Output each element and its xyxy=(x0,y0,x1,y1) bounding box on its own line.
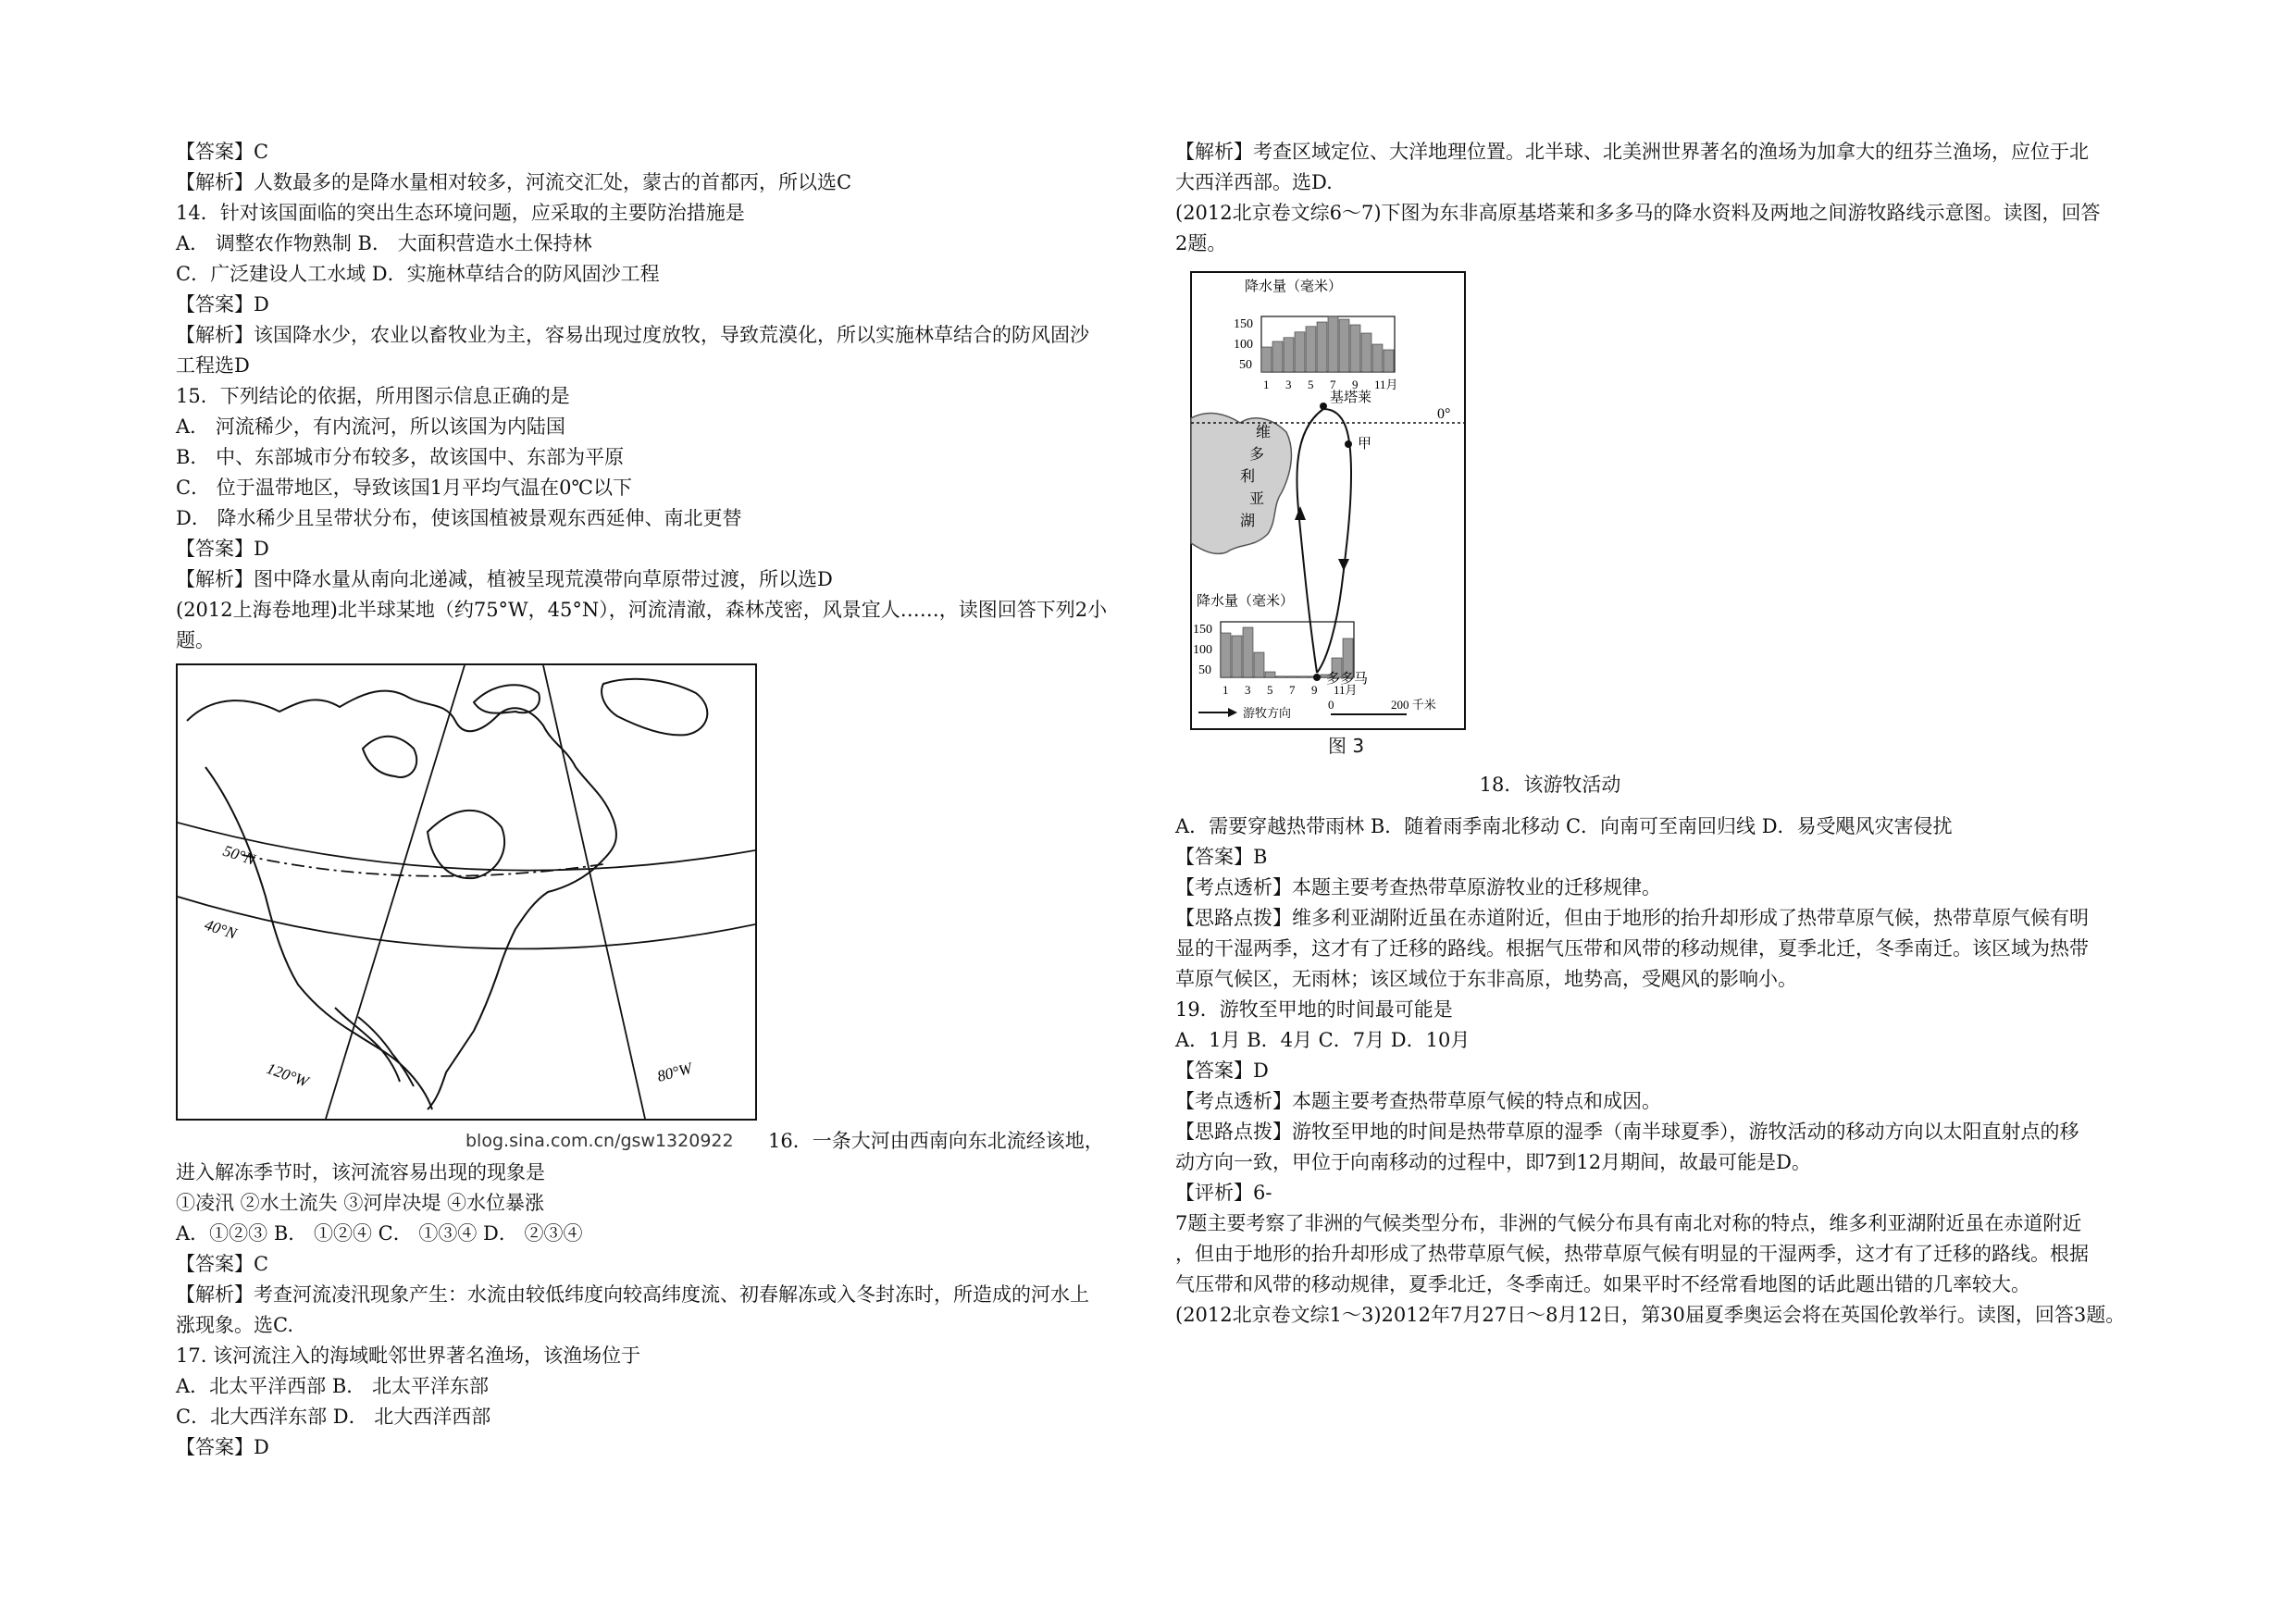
lake-char-4: 湖 xyxy=(1240,512,1256,529)
north-chart-bar-6 xyxy=(1328,316,1338,372)
left-top-line-10: B． 中、东部城市分布较多，故该国中、东部为平原 xyxy=(176,446,625,468)
left-top-line-4: C．广泛建设人工水域 D．实施林草结合的防风固沙工程 xyxy=(176,263,660,285)
south-chart-bar-2 xyxy=(1243,627,1253,677)
north-ytick-150: 150 xyxy=(1234,317,1253,331)
left-column xyxy=(176,137,1148,1463)
left-top-line-8: 15．下列结论的依据，所用图示信息正确的是 xyxy=(176,385,570,407)
label-50n: 50°N xyxy=(220,841,258,869)
lake-char-1: 多 xyxy=(1249,445,1265,463)
right-bottom-line-15: 气压带和风带的移动规律，夏季北迁，冬季南迁。如果平时不经常看地图的话此题出错的几率较大。 xyxy=(1175,1273,2030,1295)
question-18: 18．该游牧活动 xyxy=(1479,774,1621,796)
north-xticks-5: 11月 xyxy=(1374,378,1398,391)
right-top-line-2: (2012北京卷文综6～7)下图为东非高原基塔莱和多多马的降水资料及两地之间游牧路线示意图。读图，回答 xyxy=(1175,202,2101,224)
south-xticks-3: 7 xyxy=(1289,683,1296,697)
right-bottom-line-5: 草原气候区，无雨林；该区域位于东非高原，地势高，受飓风的影响小。 xyxy=(1175,968,1797,990)
south-chart-bar-7 xyxy=(1298,676,1309,677)
south-xticks-2: 5 xyxy=(1267,683,1273,697)
right-bottom-line-10: 【思路点拨】游牧至甲地的时间是热带草原的湿季（南半球夏季），游牧活动的移动方向以太阳直射点的移 xyxy=(1175,1121,2079,1143)
north-chart-bar-3 xyxy=(1295,332,1305,372)
left-bottom-line-0: 进入解冻季节时，该河流容易出现的现象是 xyxy=(176,1161,545,1183)
kitale-label: 基塔莱 xyxy=(1330,389,1372,405)
north-chart-bar-0 xyxy=(1261,347,1272,372)
left-top-line-9: A． 河流稀少，有内流河，所以该国为内陆国 xyxy=(176,415,565,438)
south-chart-bar-4 xyxy=(1265,672,1275,677)
right-top-line-0: 【解析】考查区域定位、大洋地理位置。北半球、北美洲世界著名的渔场为加拿大的纽芬兰渔场，应位于北 xyxy=(1175,141,2089,163)
left-text-bottom xyxy=(176,1158,1148,1463)
label-40n: 40°N xyxy=(202,915,240,943)
north-xticks-2: 5 xyxy=(1308,378,1314,391)
south-chart-bar-0 xyxy=(1221,633,1231,677)
north-xticks-0: 1 xyxy=(1263,378,1270,391)
north-chart-bar-7 xyxy=(1339,319,1349,372)
left-bottom-line-3: 【答案】C xyxy=(176,1253,269,1275)
right-bottom-line-14: ，但由于地形的抬升却形成了热带草原气候，热带草原气候有明显的干湿两季，这才有了迁移的路线。根据 xyxy=(1175,1243,2089,1265)
left-top-line-6: 【解析】该国降水少，农业以畜牧业为主，容易出现过度放牧，导致荒漠化，所以实施林草结合的防风固沙 xyxy=(176,324,1089,346)
left-bottom-line-7: A．北太平洋西部 B． 北太平洋东部 xyxy=(176,1375,489,1397)
dodoma-dot xyxy=(1313,674,1321,681)
south-chart-bar-5 xyxy=(1276,676,1286,677)
left-bottom-line-5: 涨现象。选C. xyxy=(176,1314,293,1336)
label-120w: 120°W xyxy=(264,1059,311,1091)
left-top-line-5: 【答案】D xyxy=(176,293,269,316)
left-bottom-line-6: 17. 该河流注入的海域毗邻世界著名渔场，该渔场位于 xyxy=(176,1344,641,1367)
south-xticks-5: 11月 xyxy=(1334,683,1358,697)
left-bottom-line-9: 【答案】D xyxy=(176,1436,269,1458)
scale-label: 200 千米 xyxy=(1391,698,1436,712)
left-top-line-7: 工程选D xyxy=(176,354,250,377)
figure-label: 图 3 xyxy=(1328,735,1365,757)
north-chart-title: 降水量（毫米） xyxy=(1245,278,1343,294)
north-xticks-4: 9 xyxy=(1352,378,1359,391)
south-ytick-150: 150 xyxy=(1193,623,1212,637)
left-top-line-12: D． 降水稀少且呈带状分布，使该国植被景观东西延伸、南北更替 xyxy=(176,507,742,529)
north-chart-bar-9 xyxy=(1361,333,1371,372)
legend-label: 游牧方向 xyxy=(1243,707,1292,721)
north-precip-chart xyxy=(1261,316,1395,372)
north-chart-bar-4 xyxy=(1306,327,1316,372)
watermark: blog.sina.com.cn/gsw1320922 xyxy=(465,1131,734,1151)
left-bottom-line-1: ①凌汛 ②水土流失 ③河岸决堤 ④水位暴涨 xyxy=(176,1192,545,1214)
north-ytick-50: 50 xyxy=(1239,358,1252,372)
lake-char-2: 利 xyxy=(1240,467,1256,485)
left-text-top xyxy=(176,137,1148,656)
right-column xyxy=(1175,137,2147,1331)
south-xticks-0: 1 xyxy=(1222,683,1229,697)
left-top-line-11: C． 位于温带地区，导致该国1月平均气温在0℃以下 xyxy=(176,477,632,499)
left-top-line-3: A． 调整农作物熟制 B． 大面积营造水土保持林 xyxy=(176,232,592,254)
right-bottom-line-16: (2012北京卷文综1～3)2012年7月27日～8月12日，第30届夏季奥运会将在英国伦敦举行。读图，回答3题。 xyxy=(1175,1304,2126,1326)
right-bottom-line-13: 7题主要考察了非洲的气候类型分布，非洲的气候分布具有南北对称的特点，维多利亚湖附近虽在赤道附近 xyxy=(1175,1212,2082,1234)
south-chart-title: 降水量（毫米） xyxy=(1197,592,1295,609)
map-caption-row xyxy=(176,1121,1148,1158)
left-top-line-13: 【答案】D xyxy=(176,538,269,560)
right-bottom-line-0: A．需要穿越热带雨林 B．随着雨季南北移动 C．向南可至南回归线 D．易受飓风灾害侵扰 xyxy=(1175,815,1953,837)
north-chart-bar-10 xyxy=(1372,344,1383,372)
north-xticks-1: 3 xyxy=(1285,378,1292,391)
south-ytick-50: 50 xyxy=(1198,663,1211,677)
left-top-line-14: 【解析】图中降水量从南向北递减，植被呈现荒漠带向草原带过渡，所以选D xyxy=(176,568,833,590)
north-chart-bar-5 xyxy=(1317,322,1327,372)
lake-char-0: 维 xyxy=(1256,423,1272,440)
right-bottom-line-6: 19．游牧至甲地的时间最可能是 xyxy=(1175,998,1453,1021)
right-bottom-line-8: 【答案】D xyxy=(1175,1059,1269,1082)
north-chart-bar-2 xyxy=(1284,338,1294,372)
south-chart-bar-6 xyxy=(1287,676,1297,677)
north-chart-bar-8 xyxy=(1350,325,1360,372)
north-chart-bar-1 xyxy=(1272,341,1283,372)
right-bottom-line-11: 动方向一致，甲位于向南移动的过程中，即7到12月期间，故最可能是D。 xyxy=(1175,1151,1811,1173)
right-top-line-1: 大西洋西部。选D. xyxy=(1175,171,1333,193)
scale-zero: 0 xyxy=(1328,698,1334,712)
east-africa-map xyxy=(1189,270,1467,770)
north-xticks-3: 7 xyxy=(1330,378,1336,391)
right-bottom-line-4: 显的干湿两季，这才有了迁移的路线。根据气压带和风带的移动规律，夏季北迁，冬季南迁。该区域为热带 xyxy=(1175,937,2089,960)
north-america-map-drawing xyxy=(178,665,755,1119)
south-chart-bar-3 xyxy=(1254,652,1264,677)
point-jia-dot xyxy=(1345,440,1352,448)
east-africa-map-drawing xyxy=(1189,270,1467,733)
south-ytick-100: 100 xyxy=(1193,643,1212,657)
left-top-line-16: 题。 xyxy=(176,629,215,651)
right-bottom-line-9: 【考点透析】本题主要考查热带草原气候的特点和成因。 xyxy=(1175,1090,1661,1112)
left-top-line-1: 【解析】人数最多的是降水量相对较多，河流交汇处，蒙古的首都丙，所以选C xyxy=(176,171,852,193)
left-top-line-2: 14．针对该国面临的突出生态环境问题，应采取的主要防治措施是 xyxy=(176,202,745,224)
south-xticks-4: 9 xyxy=(1311,683,1318,697)
north-america-map xyxy=(176,663,757,1121)
left-bottom-line-4: 【解析】考查河流凌汛现象产生：水流由较低纬度向较高纬度流、初春解冻或入冬封冻时，所造成的河水上 xyxy=(176,1283,1089,1306)
north-ytick-100: 100 xyxy=(1234,338,1253,352)
label-80w: 80°W xyxy=(655,1059,694,1085)
equator-label: 0° xyxy=(1437,406,1451,422)
left-top-line-15: (2012上海卷地理)北半球某地（约75°W，45°N），河流清澈，森林茂密，风景宜人……，读图回答下列2小 xyxy=(176,599,1108,621)
right-text-bottom xyxy=(1175,812,2147,1331)
right-bottom-line-7: A．1月 B．4月 C．7月 D．10月 xyxy=(1175,1029,1471,1051)
right-text-top xyxy=(1175,137,2147,259)
north-chart-bar-11 xyxy=(1384,350,1394,372)
left-bottom-line-8: C．北大西洋东部 D． 北大西洋西部 xyxy=(176,1406,491,1428)
question-16-start: 16．一条大河由西南向东北流经该地， xyxy=(768,1130,1104,1152)
right-bottom-line-3: 【思路点拨】维多利亚湖附近虽在赤道附近，但由于地形的抬升却形成了热带草原气候，热带草原气候有明 xyxy=(1175,907,2089,929)
left-top-line-0: 【答案】C xyxy=(176,141,269,163)
right-top-line-3: 2题。 xyxy=(1175,232,1227,254)
right-bottom-line-1: 【答案】B xyxy=(1175,846,1268,868)
right-bottom-line-2: 【考点透析】本题主要考查热带草原游牧业的迁移规律。 xyxy=(1175,876,1661,898)
left-bottom-line-2: A．①②③ B． ①②④ C． ①③④ D． ②③④ xyxy=(176,1222,583,1245)
dodoma-label: 多多马 xyxy=(1326,670,1369,687)
point-jia-label: 甲 xyxy=(1358,435,1372,452)
lake-char-3: 亚 xyxy=(1249,489,1265,507)
south-xticks-1: 3 xyxy=(1245,683,1251,697)
south-chart-bar-1 xyxy=(1232,636,1242,677)
right-bottom-line-12: 【评析】6- xyxy=(1175,1182,1272,1204)
